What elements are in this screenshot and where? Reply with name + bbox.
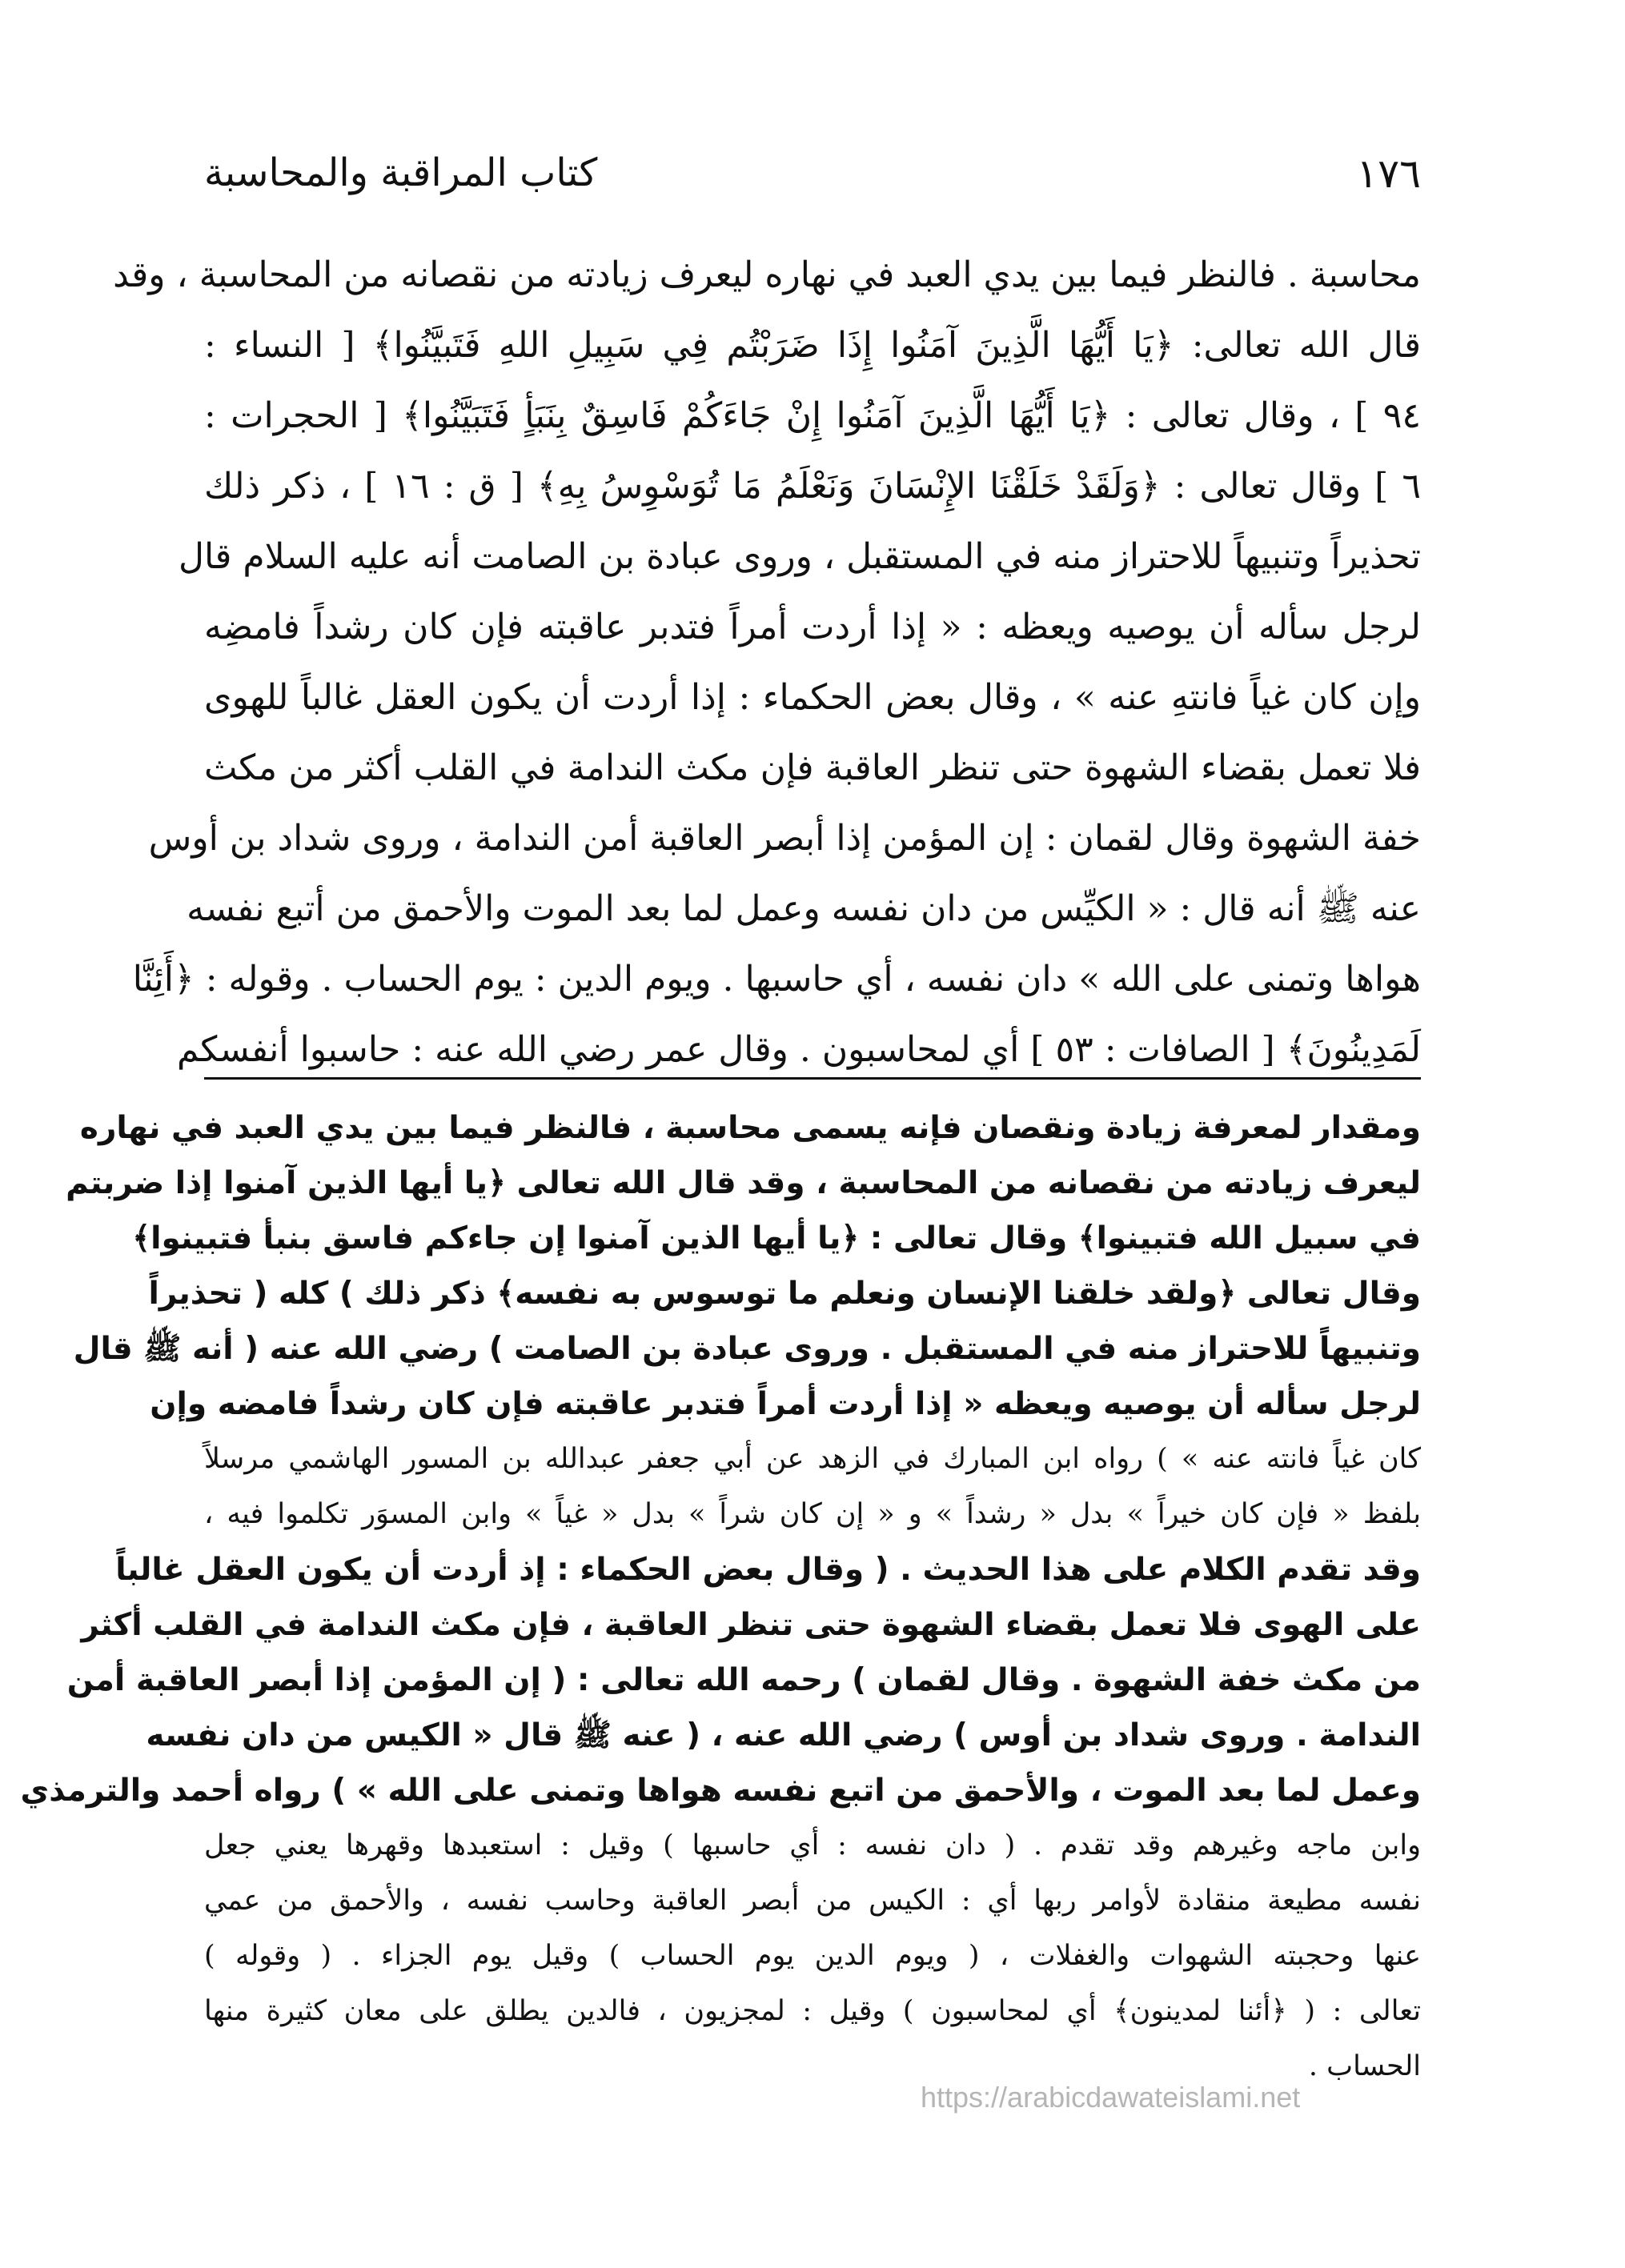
commentary-line: وعمل لما بعد الموت ، والأحمق من اتبع نفسه هواها وتمنى على الله » ) رواه أحمد والترمذي	[20, 1773, 1421, 1809]
text-line: فلا تعمل بقضاء الشهوة حتى تنظر العاقبة فإن مكث الندامة في القلب أكثر من مكث	[204, 747, 1421, 788]
text-line: قال الله تعالى: ﴿يَا أَيُّهَا الَّذِينَ آمَنُوا إِذَا ضَرَبْتُم فِي سَبِيلِ اللهِ فَتَبيَّنُوا﴾ [ النساء :	[204, 325, 1421, 366]
commentary-line: ليعرف زيادته من نقصانه من المحاسبة ، وقد قال الله تعالى ﴿يا أيها الذين آمنوا إذا ضربتم	[66, 1165, 1421, 1201]
text-line: عنه ﷺ أنه قال : « الكيِّس من دان نفسه وعمل لما بعد الموت والأحمق من أتبع نفسه	[187, 888, 1421, 929]
text-line: خفة الشهوة وقال لقمان : إن المؤمن إذا أبصر العاقبة أمن الندامة ، وروى شداد بن أوس	[148, 818, 1421, 859]
commentary-line: نفسه مطيعة منقادة لأوامر ربها أي : الكيس من أبصر العاقبة وحاسب نفسه ، والأحمق من عمي	[204, 1885, 1421, 1917]
commentary-line: تعالى : ( ﴿أئنا لمدينون﴾ أي لمحاسبون ) وقيل : لمجزيون ، فالدين يطلق على معان كثيرة منها	[204, 1995, 1421, 2027]
text-line: وإن كان غياً فانتهِ عنه » ، وقال بعض الحكماء : إذا أردت أن يكون العقل غالباً للهوى	[204, 677, 1421, 718]
text-line: لَمَدِينُونَ﴾ [ الصافات : ٥٣ ] أي لمحاسبون . وقال عمر رضي الله عنه : حاسبوا أنفسكم	[177, 1029, 1421, 1070]
text-line: ٩٤ ] ، وقال تعالى : ﴿يَا أَيُّهَا الَّذِينَ آمَنُوا إِنْ جَاءَكُمْ فَاسِقٌ بِنَبَأٍ فَتَبَيَّنُوا﴾ [ الحجرات :	[204, 395, 1421, 436]
text-line: هواها وتمنى على الله » دان نفسه ، أي حاسبها . ويوم الدين : يوم الحساب . وقوله : ﴿أَئِنَّا	[132, 959, 1421, 1000]
commentary-line: ومقدار لمعرفة زيادة ونقصان فإنه يسمى محاسبة ، فالنظر فيما بين يدي العبد في نهاره	[79, 1110, 1421, 1146]
commentary-line: وقال تعالى ﴿ولقد خلقنا الإنسان ونعلم ما توسوس به نفسه﴾ ذكر ذلك ) كله ( تحذيراً	[148, 1276, 1421, 1312]
commentary-line: كان غياً فانته عنه » ) رواه ابن المبارك في الزهد عن أبي جعفر عبدالله بن المسور الهاشمي مرسلاً	[204, 1443, 1421, 1475]
main-text	[113, 240, 1421, 1085]
page-number: ١٧٦	[1356, 150, 1421, 197]
running-title: كتاب المراقبة والمحاسبة	[204, 150, 598, 195]
commentary-text	[20, 1100, 1421, 2094]
section-divider	[204, 1077, 1421, 1080]
text-line: محاسبة . فالنظر فيما بين يدي العبد في نهاره ليعرف زيادته من نقصانه من المحاسبة ، وقد	[113, 254, 1421, 295]
commentary-line: الحساب .	[1308, 2050, 1421, 2082]
commentary-line: عنها وحجبته الشهوات والغفلات ، ( ويوم الدين يوم الحساب ) وقيل يوم الجزاء . ( وقوله )	[204, 1940, 1421, 1972]
commentary-line: وقد تقدم الكلام على هذا الحديث . ( وقال بعض الحكماء : إذ أردت أن يكون العقل غالباً	[115, 1552, 1421, 1588]
watermark-url: https://arabicdawateislami.net	[921, 2081, 1301, 2114]
commentary-line: وابن ماجه وغيرهم وقد تقدم . ( دان نفسه : أي حاسبها ) وقيل : استعبدها وقهرها يعني جعل	[204, 1829, 1421, 1861]
text-line: تحذيراً وتنبيهاً للاحتراز منه في المستقبل ، وروى عبادة بن الصامت أنه عليه السلام قال	[178, 536, 1421, 577]
commentary-line: وتنبيهاً للاحتراز منه في المستقبل . وروى عبادة بن الصامت ) رضي الله عنه ( أنه ﷺ قال	[73, 1331, 1421, 1367]
text-line: لرجل سأله أن يوصيه ويعظه : « إذا أردت أمراً فتدبر عاقبته فإن كان رشداً فامضِه	[204, 607, 1421, 647]
commentary-line: على الهوى فلا تعمل بقضاء الشهوة حتى تنظر العاقبة ، فإن مكث الندامة في القلب أكثر	[81, 1607, 1421, 1643]
page-header	[204, 144, 1421, 208]
text-line: ٦ ] وقال تعالى : ﴿وَلَقَدْ خَلَقْنَا الإِنْسَانَ وَنَعْلَمُ مَا تُوَسْوِسُ بِهِ﴾ [ ق : ١٦ ] ، ذكر ذلك	[204, 466, 1421, 507]
commentary-line: في سبيل الله فتبينوا﴾ وقال تعالى : ﴿يا أيها الذين آمنوا إن جاءكم فاسق بنبأ فتبينوا﴾	[132, 1220, 1421, 1256]
commentary-line: من مكث خفة الشهوة . وقال لقمان ) رحمه الله تعالى : ( إن المؤمن إذا أبصر العاقبة أمن	[66, 1662, 1421, 1698]
commentary-line: الندامة . وروى شداد بن أوس ) رضي الله عنه ، ( عنه ﷺ قال « الكيس من دان نفسه	[146, 1717, 1421, 1753]
commentary-line: لرجل سأله أن يوصيه ويعظه « إذا أردت أمراً فتدبر عاقبته فإن كان رشداً فامضه وإن	[150, 1386, 1421, 1422]
commentary-line: بلفظ « فإن كان خيراً » بدل « رشداً » و « إن كان شراً » بدل « غياً » وابن المسوَر تكلموا فيه ،	[204, 1498, 1421, 1530]
